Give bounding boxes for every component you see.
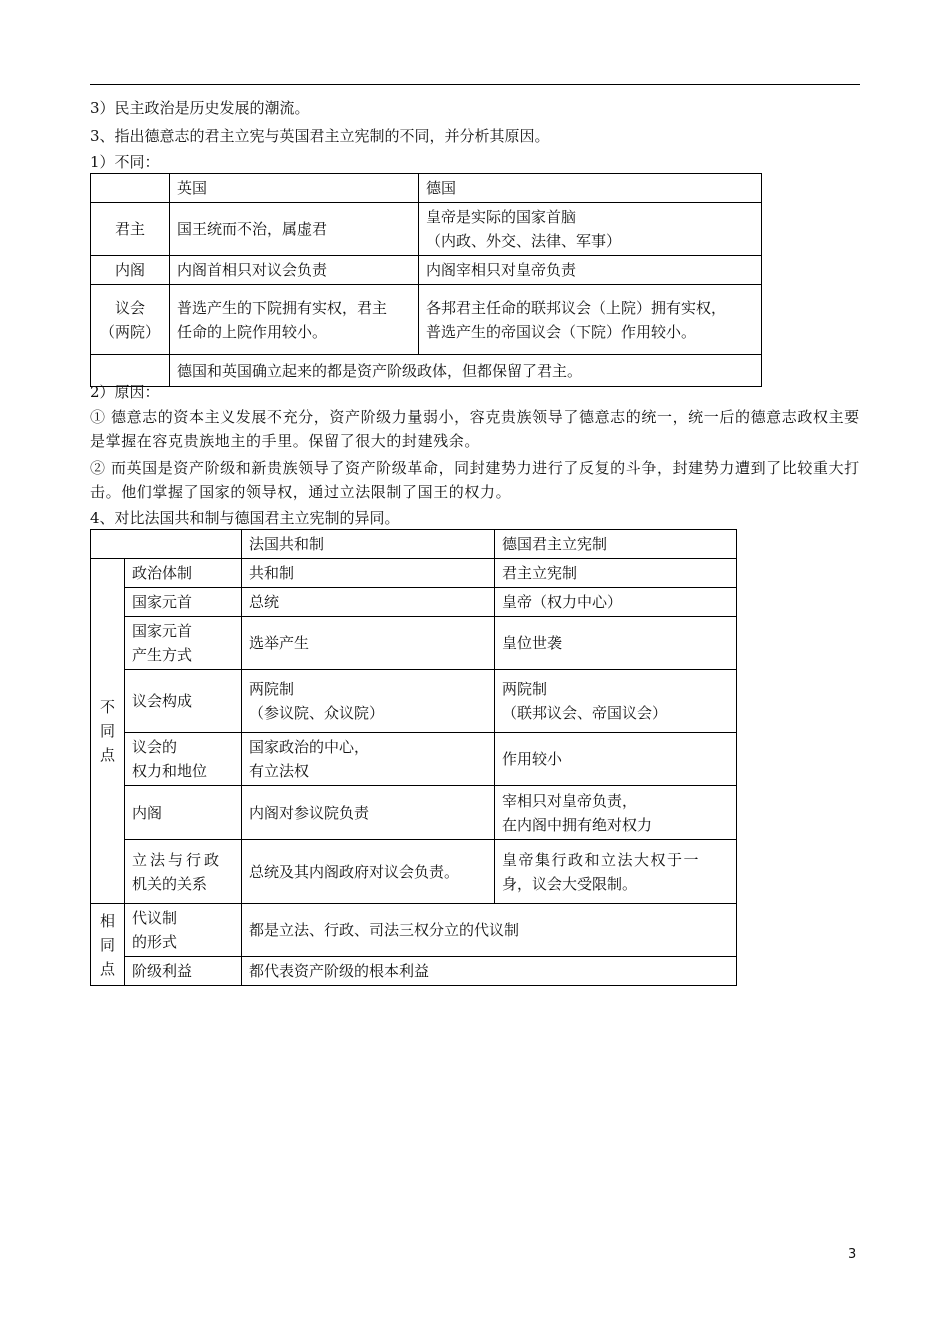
item-leg-exec-line1: 立法与行政 <box>132 850 223 869</box>
france-head-selection: 选举产生 <box>242 617 495 670</box>
group-same-char: 相 <box>99 911 115 930</box>
row-label-monarch: 君主 <box>91 203 170 256</box>
item-head-selection <box>125 617 242 670</box>
item-leg-exec-line2: 机关的关系 <box>132 874 208 893</box>
germany-parliament-structure <box>495 670 737 733</box>
parliament-label-line2: （两院） <box>99 322 160 341</box>
item-head-of-state: 国家元首 <box>125 588 242 617</box>
page-number: 3 <box>848 1247 857 1262</box>
france-legislative-executive: 总统及其内阁政府对议会负责。 <box>242 840 495 904</box>
item-parliament-power <box>125 733 242 786</box>
group-diff-char: 同 <box>99 722 115 740</box>
france-head-of-state: 总统 <box>242 588 495 617</box>
france-parliament-structure <box>242 670 495 733</box>
same-representative-form: 都是立法、行政、司法三权分立的代议制 <box>242 904 737 957</box>
parliament-label-line1: 议会 <box>114 298 145 317</box>
group-same-char: 点 <box>99 959 115 978</box>
germany-cabinet-line1: 宰相只对皇帝负责， <box>502 791 638 810</box>
item-parliament-structure: 议会构成 <box>125 670 242 733</box>
germany-cabinet: 内阁宰相只对皇帝负责 <box>419 256 762 285</box>
same-class-interest: 都代表资产阶级的根本利益 <box>242 957 737 986</box>
header-rule <box>90 84 860 85</box>
reason-1: ① 德意志的资本主义发展不充分，资产阶级力量弱小，容克贵族领导了德意志的统一，统一后的德意志政权主要是掌握在容克贵族地主的手里。保留了很大的封建残余。 <box>90 408 860 450</box>
britain-germany-table <box>90 173 762 387</box>
item-political-system: 政治体制 <box>125 559 242 588</box>
britain-parliament-line1: 普选产生的下院拥有实权，君主 <box>177 298 388 317</box>
item-legislative-executive <box>125 840 242 904</box>
germany-monarch-line1: 皇帝是实际的国家首脑 <box>426 208 577 226</box>
header-blank-cell <box>91 530 242 559</box>
item-rep-form-line2: 的形式 <box>132 933 178 951</box>
item-head-selection-line1: 国家元首 <box>132 622 193 640</box>
question-3: 3、指出德意志的君主立宪与英国君主立宪制的不同，并分析其原因。 <box>90 127 550 145</box>
row-label-cabinet: 内阁 <box>91 256 170 285</box>
germany-monarch-line2: （内政、外交、法律、军事） <box>426 232 622 250</box>
group-similarities <box>91 904 125 986</box>
group-differences <box>91 559 125 904</box>
germany-head-selection: 皇位世袭 <box>495 617 737 670</box>
france-power-line2: 有立法权 <box>249 762 310 780</box>
france-political-system: 共和制 <box>242 559 495 588</box>
item-representative-form <box>125 904 242 957</box>
germany-parliament <box>419 285 762 355</box>
germany-parliament-line2: （联邦议会、帝国议会） <box>502 704 668 722</box>
question-4: 4、对比法国共和制与德国君主立宪制的异同。 <box>90 509 400 527</box>
germany-leg-exec-line2: 身，议会大受限制。 <box>502 874 638 893</box>
header-france: 法国共和制 <box>242 530 495 559</box>
britain-parliament <box>170 285 419 355</box>
group-same-char: 同 <box>99 935 115 954</box>
item-head-selection-line2: 产生方式 <box>132 646 193 664</box>
row-label-parliament <box>91 285 170 355</box>
item-class-interest: 阶级利益 <box>125 957 242 986</box>
germany-political-system: 君主立宪制 <box>495 559 737 588</box>
header-blank-cell <box>91 174 170 203</box>
header-germany-constitutional: 德国君主立宪制 <box>495 530 737 559</box>
item-cabinet: 内阁 <box>125 786 242 840</box>
france-parliament-power <box>242 733 495 786</box>
differences-heading: 1）不同： <box>90 153 160 171</box>
germany-leg-exec-line1: 皇帝集行政和立法大权于一 <box>502 850 701 869</box>
group-diff-char: 不 <box>99 698 115 716</box>
item-parliament-power-line2: 权力和地位 <box>132 762 208 780</box>
germany-cabinet-t2 <box>495 786 737 840</box>
item-parliament-power-line1: 议会的 <box>132 738 178 756</box>
france-power-line1: 国家政治的中心， <box>249 738 370 756</box>
britain-cabinet: 内阁首相只对议会负责 <box>170 256 419 285</box>
header-germany: 德国 <box>419 174 762 203</box>
france-germany-table <box>90 529 737 986</box>
germany-parliament-power: 作用较小 <box>495 733 737 786</box>
reason-2: ② 而英国是资产阶级和新贵族领导了资产阶级革命，同封建势力进行了反复的斗争，封建势力遭到了比较重大打击。他们掌握了国家的领导权，通过立法限制了国王的权力。 <box>90 459 860 501</box>
france-cabinet: 内阁对参议院负责 <box>242 786 495 840</box>
item-rep-form-line1: 代议制 <box>132 909 178 927</box>
france-parliament-line2: （参议院、众议院） <box>249 704 385 722</box>
point-3: 3）民主政治是历史发展的潮流。 <box>90 99 310 117</box>
britain-monarch: 国王统而不治，属虚君 <box>170 203 419 256</box>
group-diff-char: 点 <box>99 746 115 764</box>
header-britain: 英国 <box>170 174 419 203</box>
germany-monarch <box>419 203 762 256</box>
reasons-heading: 2）原因： <box>90 383 160 401</box>
germany-parliament-line1: 各邦君主任命的联邦议会（上院）拥有实权， <box>426 298 727 317</box>
germany-parliament-line2: 普选产生的帝国议会（下院）作用较小。 <box>426 322 697 341</box>
germany-cabinet-line2: 在内阁中拥有绝对权力 <box>502 815 653 834</box>
france-parliament-line1: 两院制 <box>249 680 295 698</box>
table1-summary: 德国和英国确立起来的都是资产阶级政体，但都保留了君主。 <box>170 355 762 387</box>
germany-legislative-executive <box>495 840 737 904</box>
britain-parliament-line2: 任命的上院作用较小。 <box>177 322 328 341</box>
germany-parliament-line1: 两院制 <box>502 680 548 698</box>
germany-head-of-state: 皇帝（权力中心） <box>495 588 737 617</box>
